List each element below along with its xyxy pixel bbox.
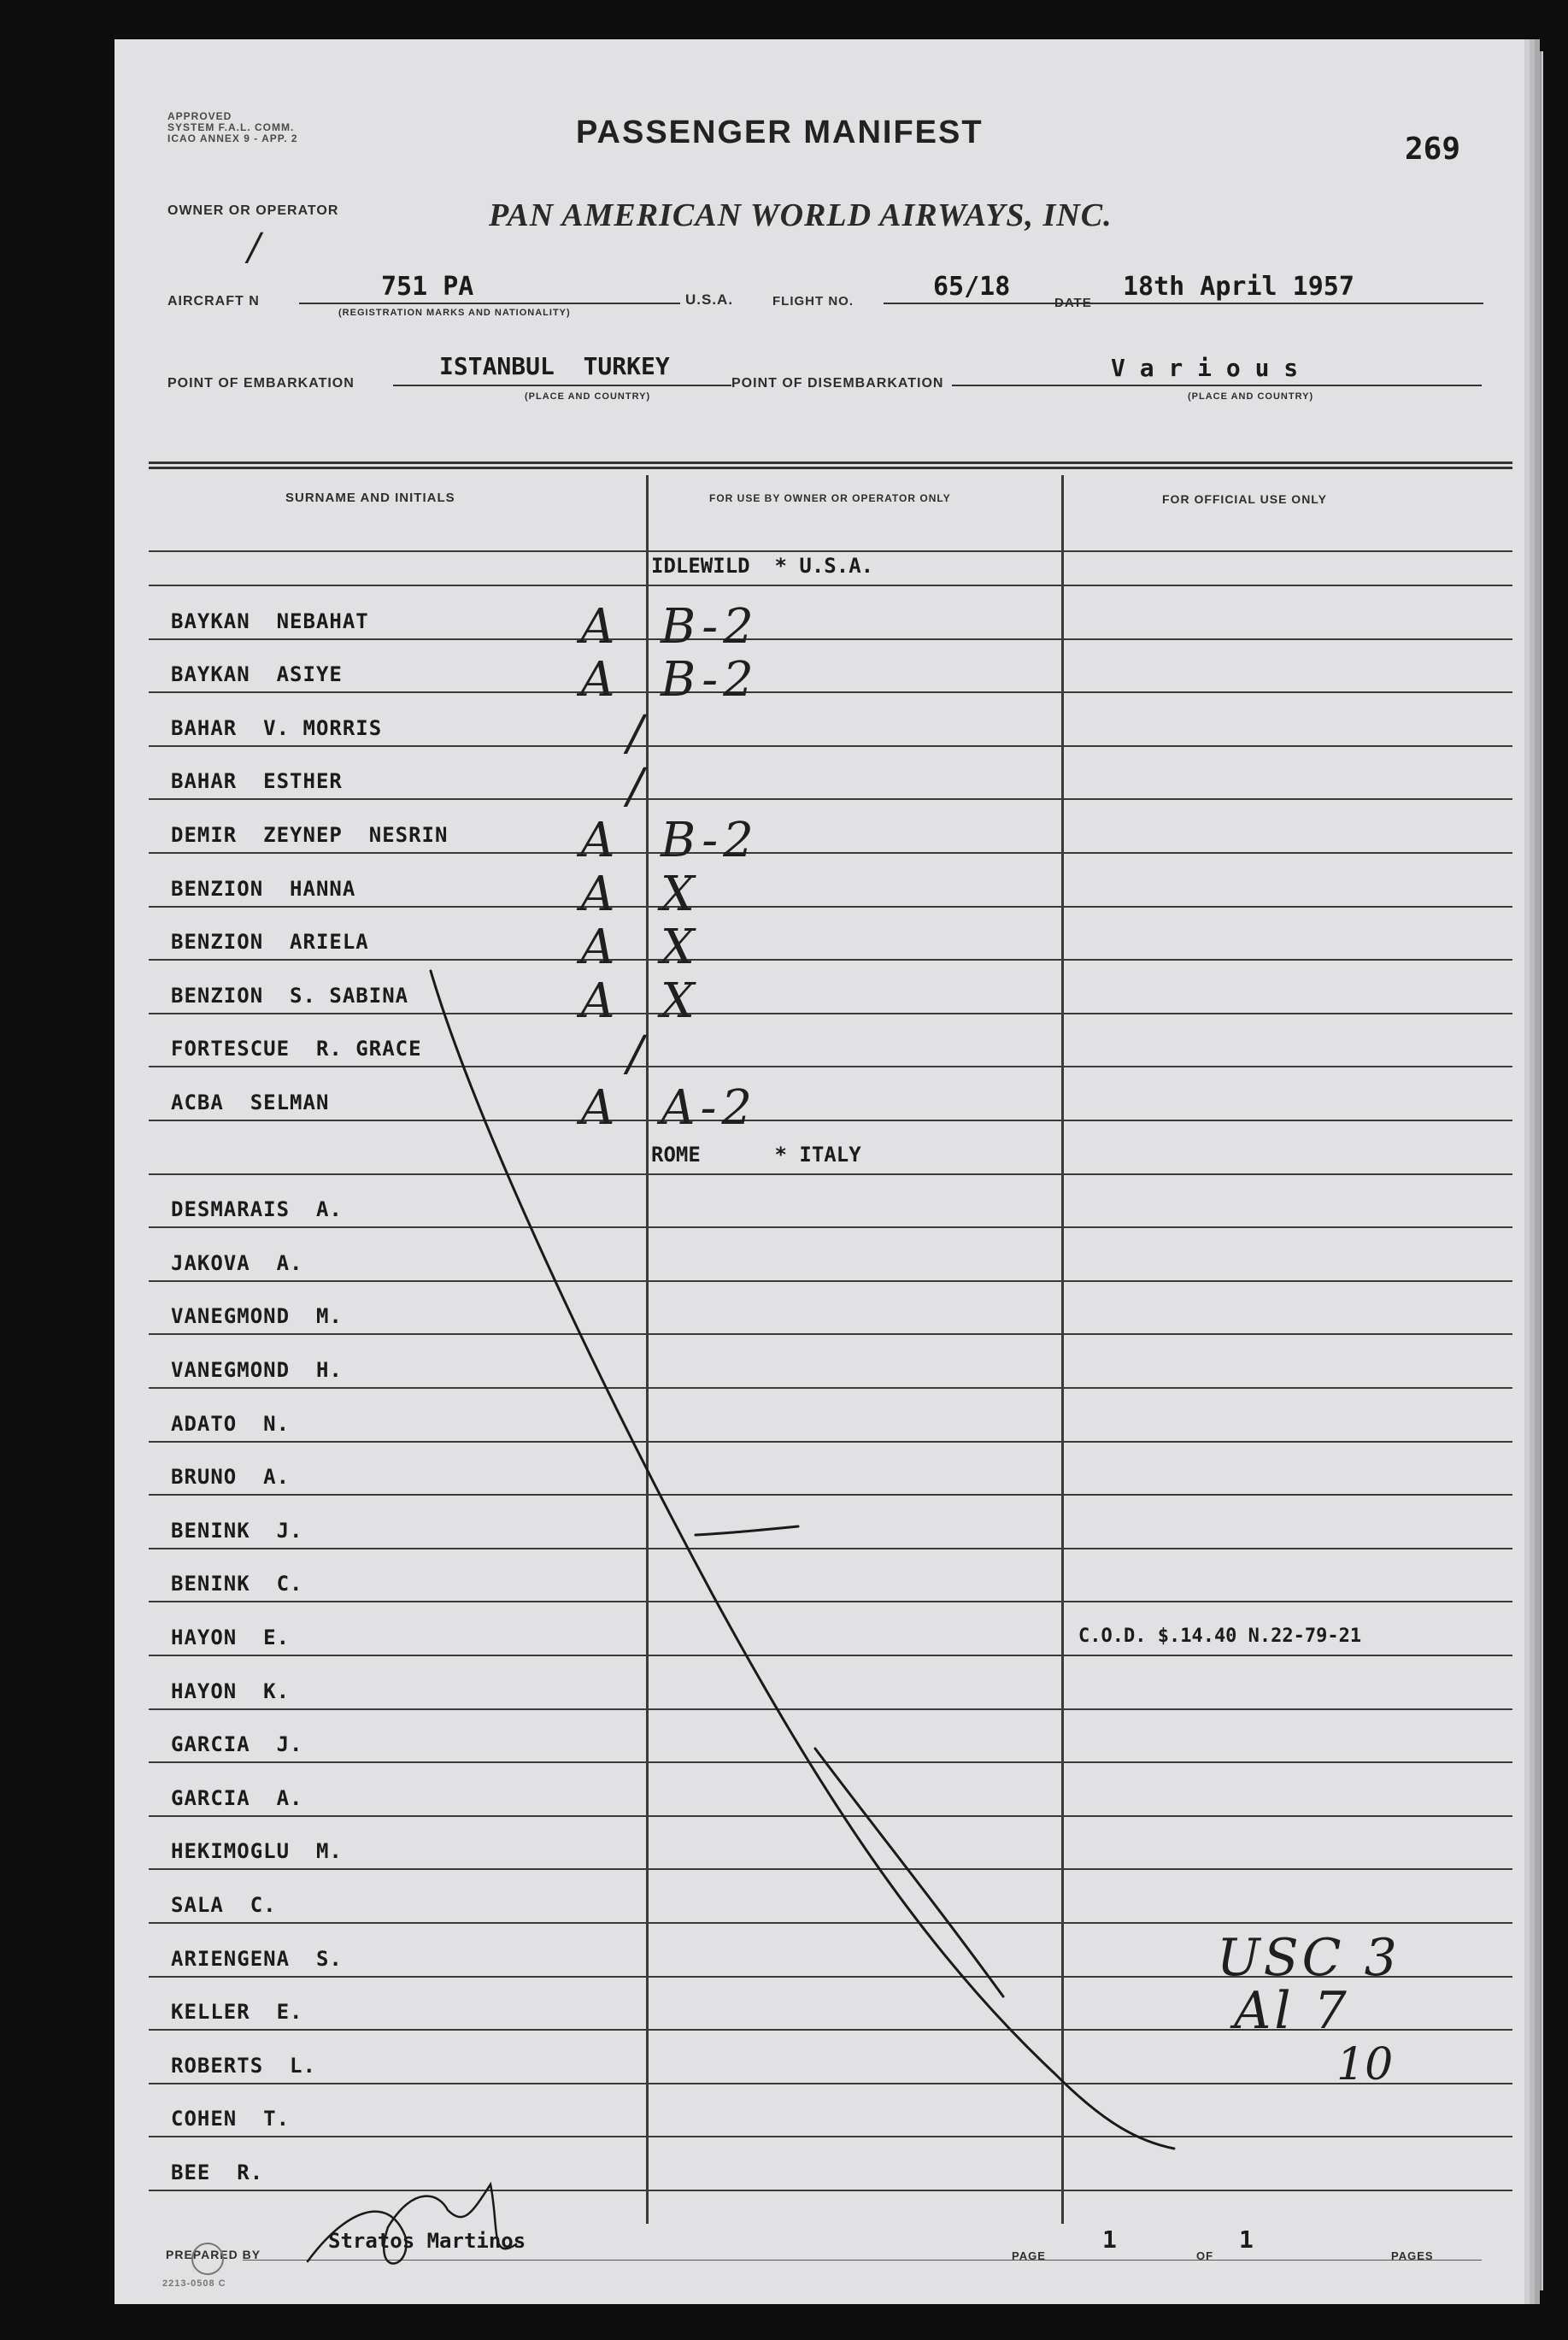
passenger-name: HAYON K. (171, 1679, 291, 1703)
tally-line: Al 7 (1234, 1981, 1350, 2041)
passenger-name: JAKOVA A. (171, 1250, 303, 1275)
destination-header: IDLEWILD * U.S.A. (651, 554, 874, 578)
operator-note: A B-2 (580, 652, 759, 708)
stray-stroke (696, 1526, 798, 1535)
operator-note: / (627, 759, 649, 815)
signature (308, 2184, 516, 2264)
approval-line: SYSTEM F.A.L. COMM. (167, 121, 295, 133)
aircraft-label: AIRCRAFT N (167, 294, 260, 309)
page-title: PASSENGER MANIFEST (576, 115, 984, 150)
passenger-name: GARCIA A. (171, 1785, 303, 1810)
passenger-name: BAHAR V. MORRIS (171, 715, 383, 740)
approval-line: APPROVED (167, 110, 232, 122)
prepared-value: Stratos Martinos (328, 2229, 526, 2253)
passenger-name: BAYKAN NEBAHAT (171, 609, 369, 633)
passenger-name: HEKIMOGLU M. (171, 1839, 343, 1864)
passenger-name: COHEN T. (171, 2107, 291, 2131)
embarkation-label: POINT OF EMBARKATION (167, 376, 355, 391)
passenger-name: BENINK C. (171, 1572, 303, 1596)
operator-note: A X (580, 866, 700, 922)
passenger-name: KELLER E. (171, 2000, 303, 2025)
operator-note: / (627, 705, 649, 761)
operator-note: / (627, 1026, 649, 1083)
of-label: OF (1196, 2249, 1214, 2262)
embarkation-value: ISTANBUL TURKEY (439, 352, 670, 380)
column-header-operator: FOR USE BY OWNER OR OPERATOR ONLY (709, 492, 951, 504)
of-value: 1 (1239, 2225, 1254, 2254)
operator-note: A X (580, 920, 700, 976)
passenger-name: BRUNO A. (171, 1465, 291, 1490)
official-note: C.O.D. $.14.40 N.22-79-21 (1078, 1626, 1362, 1647)
passenger-name: BAYKAN ASIYE (171, 662, 343, 687)
cancel-stroke (431, 971, 1174, 2149)
manifest-page (115, 39, 1524, 2304)
owner-mark: / (248, 226, 261, 269)
page-label: PAGE (1012, 2249, 1046, 2262)
passenger-name: BENZION HANNA (171, 876, 356, 901)
operator-note: A B-2 (580, 813, 759, 868)
date-label: DATE (1054, 296, 1092, 310)
operator-note: A A-2 (580, 1080, 758, 1136)
flight-label: FLIGHT NO. (772, 294, 854, 309)
page-number: 269 (1405, 132, 1461, 167)
column-header-official: FOR OFFICIAL USE ONLY (1162, 492, 1327, 506)
owner-label: OWNER OR OPERATOR (167, 203, 339, 218)
aircraft-value: 751 PA (381, 272, 474, 302)
pages-label: PAGES (1391, 2249, 1434, 2262)
passenger-name: HAYON E. (171, 1626, 291, 1649)
passenger-name: BAHAR ESTHER (171, 769, 343, 794)
disembarkation-value: V a r i o u s (1111, 354, 1299, 382)
operator-name: PAN AMERICAN WORLD AIRWAYS, INC. (489, 197, 1113, 233)
tally-line: 10 (1336, 2039, 1394, 2090)
paper-stack-edge (1524, 51, 1543, 2290)
registration-caption: (REGISTRATION MARKS AND NATIONALITY) (338, 308, 571, 318)
usa-label: U.S.A. (685, 291, 734, 308)
passenger-name: BEE R. (171, 2161, 264, 2184)
passenger-name: BENZION S. SABINA (171, 983, 409, 1008)
passenger-name: ARIENGENA S. (171, 1946, 343, 1971)
operator-note: A B-2 (580, 598, 759, 655)
passenger-name: SALA C. (171, 1893, 277, 1917)
passenger-name: ADATO N. (171, 1411, 291, 1436)
passenger-name: DESMARAIS A. (171, 1197, 343, 1222)
passenger-name: ACBA SELMAN (171, 1091, 330, 1114)
passenger-name: VANEGMOND H. (171, 1358, 343, 1382)
approval-line: ICAO ANNEX 9 - APP. 2 (167, 132, 298, 144)
tally-line: USC 3 (1217, 1928, 1401, 1988)
passenger-name: FORTESCUE R. GRACE (171, 1037, 422, 1061)
place-caption: (PLACE AND COUNTRY) (525, 391, 651, 402)
disembarkation-label: POINT OF DISEMBARKATION (731, 376, 944, 391)
column-header-surname: SURNAME AND INITIALS (285, 491, 455, 505)
operator-note: A X (580, 973, 700, 1029)
cancel-stroke-2 (815, 1749, 1003, 1996)
form-code: 2213-0508 C (162, 2278, 226, 2289)
passenger-name: VANEGMOND M. (171, 1304, 343, 1329)
passenger-name: BENZION ARIELA (171, 930, 369, 955)
place-caption: (PLACE AND COUNTRY) (1188, 391, 1314, 402)
passenger-name: DEMIR ZEYNEP NESRIN (171, 823, 449, 847)
passenger-name: ROBERTS L. (171, 2053, 316, 2078)
handwritten-strokes (115, 39, 1524, 2304)
destination-header: ROME * ITALY (651, 1142, 861, 1167)
page-value: 1 (1102, 2225, 1117, 2254)
prepared-label: PREPARED BY (166, 2248, 261, 2261)
date-value: 18th April 1957 (1123, 272, 1354, 302)
passenger-name: GARCIA J. (171, 1732, 303, 1757)
flight-value: 65/18 (933, 272, 1011, 302)
passenger-name: BENINK J. (171, 1518, 303, 1543)
